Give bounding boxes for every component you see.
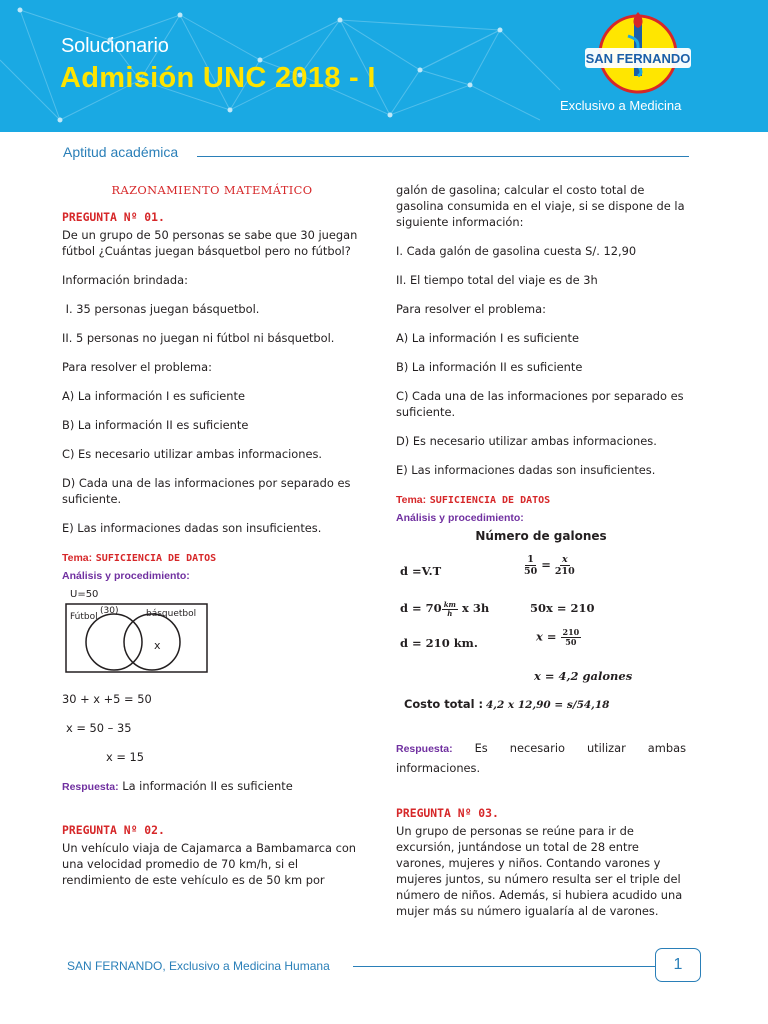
calc-x-result: x = 4,2 galones bbox=[534, 669, 633, 683]
resolve-label: Para resolver el problema: bbox=[62, 360, 212, 374]
subject-title: RAZONAMIENTO MATEMÁTICO bbox=[111, 183, 313, 197]
calc-x-fraction: x = $\frac{210}{50}$ bbox=[536, 627, 580, 647]
info-item-1: I. 35 personas juegan básquetbol. bbox=[62, 302, 260, 316]
fraction-x-210: $\frac{x}{210}$ bbox=[554, 554, 575, 577]
cost-label: Costo total : bbox=[404, 697, 484, 711]
header-tagline: Exclusivo a Medicina bbox=[560, 98, 682, 113]
q2-tema-value: SUFICIENCIA DE DATOS bbox=[429, 495, 551, 506]
answer-text: La información II es suficiente bbox=[122, 779, 293, 793]
question-2-continuation: galón de gasolina; calcular el costo total de gasolina consumida en el viaje, si se dispone de la siguiente información: bbox=[396, 183, 685, 229]
fraction-km-h: $\frac{km}{h}$ bbox=[443, 599, 456, 618]
calc-proportion: $\frac{1}{50}$ = $\frac{x}{210}$ bbox=[524, 554, 575, 577]
galones-title: Número de galones bbox=[475, 529, 607, 543]
q2-answer-text: Es necesario utilizar ambas informaciones. bbox=[396, 741, 686, 775]
q2-option-d: D) Es necesario utilizar ambas informaciones. bbox=[396, 434, 657, 448]
analisis-label: Análisis y procedimiento: bbox=[62, 570, 190, 582]
answer-line-1 bbox=[62, 778, 362, 795]
question-3-statement: Un grupo de personas se reúne para ir de excursión, juntándose un total de 28 entre varones, mujeres y niños. Contando varones y mujeres juntos, su número resulta ser el triple del número de niños. Además, si hubiera acudido una mujer más su número igualaría al de varones. bbox=[396, 824, 683, 918]
san-fernando-logo bbox=[583, 6, 693, 96]
option-b: B) La información II es suficiente bbox=[62, 418, 249, 432]
tema-value: SUFICIENCIA DE DATOS bbox=[95, 553, 217, 564]
q2-answer-label: Respuesta: bbox=[396, 743, 453, 755]
venn-label-futbol: Fútbol bbox=[70, 612, 98, 622]
q2-option-b: B) La información II es suficiente bbox=[396, 360, 583, 374]
info-item-2: II. 5 personas no juegan ni fútbol ni básquetbol. bbox=[62, 331, 335, 345]
question-1-statement: De un grupo de 50 personas se sabe que 30 juegan fútbol ¿Cuántas juegan básquetbol pero no fútbol? bbox=[62, 228, 358, 258]
q2-option-c: C) Cada una de las informaciones por separado es suficiente. bbox=[396, 389, 684, 419]
option-e: E) Las informaciones dadas son insuficientes. bbox=[62, 521, 322, 535]
cost-value: 4,2 x 12,90 = s/54,18 bbox=[486, 699, 610, 711]
calculation-block bbox=[396, 554, 686, 722]
venn-circle-basquetbol bbox=[124, 614, 180, 670]
equation-3: x = 15 bbox=[106, 750, 145, 764]
left-column bbox=[62, 182, 362, 888]
q2-resolve-label: Para resolver el problema: bbox=[396, 302, 546, 316]
venn-count-futbol: (30) bbox=[100, 606, 119, 616]
option-d: D) Cada una de las informaciones por separado es suficiente. bbox=[62, 476, 351, 506]
section-divider bbox=[197, 156, 689, 157]
header-banner bbox=[0, 0, 768, 132]
venn-circle-futbol bbox=[86, 614, 142, 670]
right-column bbox=[396, 182, 686, 919]
q2-info-2: II. El tiempo total del viaje es de 3h bbox=[396, 273, 598, 287]
equation-2: x = 50 – 35 bbox=[66, 721, 132, 735]
tema-line bbox=[62, 549, 362, 567]
logo-text: SAN FERNANDO bbox=[585, 51, 691, 66]
fraction-one-fifty: $\frac{1}{50}$ bbox=[524, 554, 538, 577]
q2-tema-label: Tema: bbox=[396, 494, 427, 506]
calc-d-speed: d = 70 $\frac{km}{h}$ x 3h bbox=[400, 599, 490, 618]
option-a: A) La información I es suficiente bbox=[62, 389, 245, 403]
calc-50x: 50x = 210 bbox=[530, 601, 595, 615]
info-label: Información brindada: bbox=[62, 273, 188, 287]
q2-info-1: I. Cada galón de gasolina cuesta S/. 12,90 bbox=[396, 244, 637, 258]
venn-universe-label: U=50 bbox=[70, 589, 99, 600]
equation-1: 30 + x +5 = 50 bbox=[62, 692, 152, 706]
header-title: Admisión UNC 2018 - I bbox=[60, 62, 376, 94]
footer-divider bbox=[353, 966, 656, 967]
q2-answer-line bbox=[396, 739, 686, 778]
q2-option-a: A) La información I es suficiente bbox=[396, 331, 579, 345]
page-number: 1 bbox=[655, 948, 701, 982]
question-2-statement: Un vehículo viaja de Cajamarca a Bambamarca con una velocidad promedio de 70 km/h, si el rendimiento de este vehículo es de 50 km por bbox=[62, 841, 357, 887]
tema-label: Tema: bbox=[62, 552, 93, 564]
footer-text: SAN FERNANDO, Exclusivo a Medicina Humana bbox=[67, 959, 330, 973]
venn-diagram bbox=[62, 584, 212, 674]
q2-tema-line bbox=[396, 491, 686, 509]
fraction-210-50: $\frac{210}{50}$ bbox=[562, 627, 580, 647]
header-kicker: Solucionario bbox=[61, 35, 169, 57]
q2-option-e: E) Las informaciones dadas son insuficientes. bbox=[396, 463, 656, 477]
venn-label-basquetbol: básquetbol bbox=[146, 609, 197, 619]
q2-analisis-label: Análisis y procedimiento: bbox=[396, 512, 524, 524]
venn-unknown: x bbox=[154, 639, 161, 652]
question-3-title: PREGUNTA Nº 03. bbox=[396, 806, 499, 820]
question-1-title: PREGUNTA Nº 01. bbox=[62, 210, 165, 224]
answer-label: Respuesta: bbox=[62, 781, 119, 793]
question-2-title: PREGUNTA Nº 02. bbox=[62, 823, 165, 837]
calc-d-vt: d =V.T bbox=[400, 564, 442, 578]
option-c: C) Es necesario utilizar ambas informaciones. bbox=[62, 447, 323, 461]
calc-d-210: d = 210 km. bbox=[400, 636, 478, 650]
section-label: Aptitud académica bbox=[63, 144, 179, 160]
